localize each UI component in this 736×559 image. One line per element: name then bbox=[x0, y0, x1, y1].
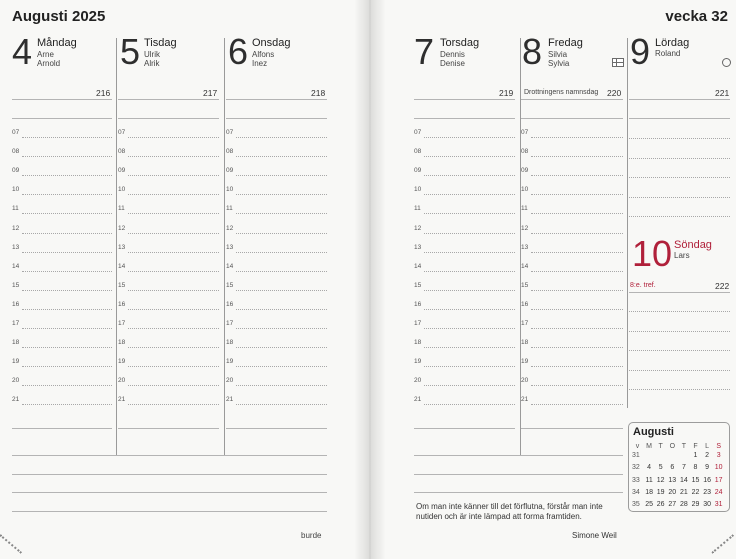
hour-label: 19 bbox=[414, 358, 422, 365]
hour-label: 08 bbox=[12, 148, 20, 155]
saturday-line bbox=[629, 197, 730, 198]
hour-label: 10 bbox=[12, 186, 20, 193]
mini-calendar-week: 35 bbox=[632, 501, 640, 508]
hour-line bbox=[424, 385, 515, 386]
mini-calendar bbox=[628, 422, 730, 512]
saturday-line bbox=[629, 177, 730, 178]
hour-label: 15 bbox=[521, 282, 529, 289]
hour-label: 09 bbox=[414, 167, 422, 174]
hour-label: 17 bbox=[118, 320, 126, 327]
hour-line bbox=[531, 233, 623, 234]
hour-line bbox=[424, 213, 515, 214]
mini-calendar-header: S bbox=[716, 443, 722, 450]
hour-line bbox=[531, 156, 623, 157]
hour-line bbox=[128, 404, 219, 405]
day-of-year-wednesday: 218 bbox=[311, 88, 326, 98]
day-of-year-friday: 220 bbox=[607, 88, 622, 98]
mini-calendar-day: 23 bbox=[703, 488, 711, 496]
hour-label: 07 bbox=[12, 129, 20, 136]
mini-calendar-day: 17 bbox=[714, 476, 723, 484]
hour-line bbox=[128, 290, 219, 291]
mini-calendar-header: F bbox=[693, 443, 698, 450]
hour-label: 14 bbox=[118, 263, 126, 270]
hour-line bbox=[424, 233, 515, 234]
hour-line bbox=[128, 328, 219, 329]
hour-line bbox=[128, 175, 219, 176]
hour-line bbox=[531, 194, 623, 195]
hour-label: 10 bbox=[118, 186, 126, 193]
notes-line bbox=[12, 474, 327, 475]
hour-label: 21 bbox=[12, 396, 20, 403]
hour-label: 17 bbox=[414, 320, 422, 327]
mini-calendar-day: 7 bbox=[681, 464, 686, 472]
mini-calendar-day: 5 bbox=[658, 464, 663, 472]
day-name-thursday: Torsdag bbox=[440, 37, 480, 49]
hour-line bbox=[22, 233, 112, 234]
hour-line bbox=[128, 137, 219, 138]
hour-label: 20 bbox=[414, 377, 422, 384]
month-title: Augusti 2025 bbox=[12, 8, 106, 25]
mini-calendar-day: 26 bbox=[656, 501, 665, 508]
hour-line bbox=[128, 233, 219, 234]
hour-label: 12 bbox=[521, 225, 529, 232]
name-day-friday-1: Silvia bbox=[548, 50, 568, 59]
week-title: vecka 32 bbox=[665, 8, 728, 25]
hour-label: 11 bbox=[521, 205, 528, 212]
quote-text: Om man inte känner till det förflutna, förstår man inte nutiden och är inte lämpad att forma framtiden. bbox=[416, 502, 603, 521]
hour-line bbox=[531, 271, 623, 272]
name-day-saturday-1: Roland bbox=[655, 49, 681, 58]
hour-line bbox=[236, 252, 327, 253]
hour-label: 20 bbox=[118, 377, 126, 384]
hour-line bbox=[236, 271, 327, 272]
mini-calendar-day: 9 bbox=[705, 464, 710, 472]
hour-line bbox=[236, 347, 327, 348]
hour-label: 18 bbox=[226, 339, 234, 346]
hour-line bbox=[236, 309, 327, 310]
hour-label: 16 bbox=[12, 301, 20, 308]
mini-calendar-day: 20 bbox=[668, 488, 677, 496]
hour-label: 15 bbox=[12, 282, 20, 289]
hour-label: 21 bbox=[414, 396, 422, 403]
mini-calendar-day: 3 bbox=[716, 452, 721, 460]
sunday-line bbox=[629, 389, 730, 390]
mini-calendar-header: v bbox=[635, 443, 640, 450]
hour-label: 10 bbox=[414, 186, 422, 193]
note-line bbox=[521, 428, 623, 429]
hour-line bbox=[424, 137, 515, 138]
name-day-friday-2: Sylvia bbox=[548, 59, 570, 68]
circle-icon bbox=[722, 58, 731, 67]
mini-calendar-day: 24 bbox=[714, 488, 723, 496]
day-name-monday: Måndag bbox=[37, 37, 77, 49]
day-number-tuesday: 5 bbox=[120, 31, 141, 72]
hour-line bbox=[424, 347, 515, 348]
mini-calendar-header: L bbox=[705, 443, 710, 450]
hour-line bbox=[22, 175, 112, 176]
hour-line bbox=[424, 290, 515, 291]
name-day-sunday-1: Lars bbox=[674, 251, 690, 260]
notes-line bbox=[414, 455, 623, 456]
hour-line bbox=[531, 385, 623, 386]
day-header-line bbox=[629, 99, 730, 100]
hour-label: 13 bbox=[521, 244, 529, 251]
mini-calendar-header: M bbox=[646, 443, 653, 450]
mini-calendar-day: 12 bbox=[656, 476, 665, 484]
hour-line bbox=[531, 290, 623, 291]
hour-label: 20 bbox=[12, 377, 20, 384]
mini-calendar-day: 27 bbox=[668, 501, 677, 508]
mini-calendar-day: 22 bbox=[691, 488, 700, 496]
hour-label: 14 bbox=[12, 263, 20, 270]
hour-line bbox=[531, 137, 623, 138]
day-name-friday: Fredag bbox=[548, 37, 583, 49]
sunday-line bbox=[629, 331, 730, 332]
hour-line bbox=[128, 252, 219, 253]
name-day-tuesday-1: Ulrik bbox=[144, 50, 160, 59]
name-day-monday-1: Arne bbox=[37, 50, 54, 59]
mini-calendar-day: 19 bbox=[656, 488, 665, 496]
hour-label: 10 bbox=[226, 186, 234, 193]
hour-label: 07 bbox=[521, 129, 529, 136]
hour-line bbox=[22, 213, 112, 214]
day-header-line bbox=[226, 99, 327, 100]
mini-calendar-day: 31 bbox=[714, 501, 723, 508]
hour-label: 07 bbox=[226, 129, 234, 136]
day-of-year-sunday: 222 bbox=[715, 281, 730, 291]
hour-line bbox=[22, 290, 112, 291]
hour-label: 08 bbox=[414, 148, 422, 155]
hour-line bbox=[236, 290, 327, 291]
hour-label: 08 bbox=[521, 148, 529, 155]
hour-line bbox=[128, 271, 219, 272]
mini-calendar-day: 1 bbox=[693, 452, 698, 460]
day-name-sunday: Söndag bbox=[674, 239, 712, 251]
column-divider bbox=[627, 38, 628, 408]
hour-line bbox=[236, 137, 327, 138]
sunday-line bbox=[629, 350, 730, 351]
sunday-line bbox=[629, 311, 730, 312]
hour-line bbox=[22, 137, 112, 138]
hour-line bbox=[22, 385, 112, 386]
sunday-header-line bbox=[629, 292, 730, 293]
hour-label: 15 bbox=[226, 282, 234, 289]
hour-label: 13 bbox=[118, 244, 126, 251]
hour-label: 09 bbox=[12, 167, 20, 174]
hour-label: 13 bbox=[226, 244, 234, 251]
hour-line bbox=[531, 347, 623, 348]
hour-line bbox=[22, 194, 112, 195]
day-header-line bbox=[414, 99, 515, 100]
hour-line bbox=[424, 252, 515, 253]
hour-line bbox=[236, 194, 327, 195]
note-line bbox=[226, 428, 327, 429]
hour-line bbox=[531, 213, 623, 214]
hour-label: 16 bbox=[414, 301, 422, 308]
swedish-flag-icon bbox=[612, 58, 624, 67]
mini-calendar-day: 14 bbox=[679, 476, 688, 484]
hour-line bbox=[531, 328, 623, 329]
hour-line bbox=[424, 271, 515, 272]
hour-line bbox=[424, 175, 515, 176]
holiday-note-sunday: 8:e. tref. bbox=[630, 282, 656, 289]
note-line bbox=[118, 428, 219, 429]
hour-label: 14 bbox=[226, 263, 234, 270]
book-gutter bbox=[354, 0, 386, 559]
hour-label: 17 bbox=[521, 320, 529, 327]
name-day-wednesday-2: Inez bbox=[252, 59, 268, 68]
hour-label: 16 bbox=[521, 301, 529, 308]
hour-line bbox=[22, 252, 112, 253]
note-line bbox=[414, 428, 515, 429]
hour-line bbox=[424, 404, 515, 405]
hour-label: 13 bbox=[414, 244, 422, 251]
day-header-line bbox=[521, 99, 623, 100]
day-number-saturday: 9 bbox=[630, 31, 651, 72]
hour-line bbox=[424, 156, 515, 157]
day-of-year-tuesday: 217 bbox=[203, 88, 218, 98]
hour-line bbox=[531, 175, 623, 176]
hour-line bbox=[22, 309, 112, 310]
notes-line bbox=[414, 474, 623, 475]
hour-label: 15 bbox=[118, 282, 126, 289]
hour-label: 12 bbox=[414, 225, 422, 232]
hour-line bbox=[531, 366, 623, 367]
hour-label: 11 bbox=[118, 205, 125, 212]
hour-label: 16 bbox=[226, 301, 234, 308]
name-day-tuesday-2: Alrik bbox=[144, 59, 160, 68]
hour-label: 08 bbox=[118, 148, 126, 155]
hour-label: 20 bbox=[521, 377, 529, 384]
quote-author: Simone Weil bbox=[572, 531, 617, 540]
hour-line bbox=[236, 366, 327, 367]
mini-calendar-day: 21 bbox=[679, 488, 688, 496]
mini-calendar-header: T bbox=[681, 443, 687, 450]
hour-line bbox=[236, 385, 327, 386]
mini-calendar-title: Augusti bbox=[633, 426, 674, 438]
saturday-line bbox=[629, 138, 730, 139]
column-divider bbox=[224, 38, 225, 455]
all-day-line bbox=[226, 118, 327, 119]
notes-line bbox=[12, 492, 327, 493]
all-day-line bbox=[629, 118, 730, 119]
hour-line bbox=[22, 156, 112, 157]
hour-line bbox=[22, 328, 112, 329]
hour-label: 18 bbox=[12, 339, 20, 346]
mini-calendar-week: 32 bbox=[632, 464, 640, 472]
hour-label: 19 bbox=[521, 358, 529, 365]
day-number-monday: 4 bbox=[12, 31, 33, 72]
hour-label: 19 bbox=[12, 358, 20, 365]
hour-label: 20 bbox=[226, 377, 234, 384]
mini-calendar-day: 30 bbox=[703, 501, 711, 508]
hour-label: 07 bbox=[118, 129, 126, 136]
hour-label: 09 bbox=[226, 167, 234, 174]
mini-calendar-day: 28 bbox=[679, 501, 688, 508]
mini-calendar-week: 31 bbox=[632, 452, 640, 460]
name-day-wednesday-1: Alfons bbox=[252, 50, 275, 59]
hour-label: 11 bbox=[414, 205, 421, 212]
day-name-wednesday: Onsdag bbox=[252, 37, 291, 49]
mini-calendar-week: 34 bbox=[632, 488, 640, 496]
saturday-line bbox=[629, 216, 730, 217]
name-day-thursday-1: Dennis bbox=[440, 50, 465, 59]
hour-label: 11 bbox=[12, 205, 19, 212]
hour-label: 15 bbox=[414, 282, 422, 289]
all-day-line bbox=[12, 118, 112, 119]
hour-label: 19 bbox=[226, 358, 234, 365]
mini-calendar-day: 15 bbox=[691, 476, 700, 484]
hour-line bbox=[236, 233, 327, 234]
hour-line bbox=[531, 404, 623, 405]
saturday-line bbox=[629, 158, 730, 159]
holiday-note-friday: Drottningens namnsdag bbox=[524, 89, 599, 96]
mini-calendar-day: 18 bbox=[645, 488, 653, 496]
hour-label: 18 bbox=[118, 339, 126, 346]
hour-label: 21 bbox=[118, 396, 126, 403]
hour-label: 21 bbox=[226, 396, 234, 403]
hour-label: 12 bbox=[12, 225, 20, 232]
column-divider bbox=[116, 38, 117, 455]
all-day-line bbox=[118, 118, 219, 119]
day-number-sunday: 10 bbox=[632, 233, 673, 274]
hour-line bbox=[22, 347, 112, 348]
hour-label: 17 bbox=[12, 320, 20, 327]
mini-calendar-week: 33 bbox=[632, 476, 640, 484]
mini-calendar-day: 11 bbox=[645, 476, 653, 484]
hour-label: 13 bbox=[12, 244, 20, 251]
notes-line bbox=[12, 511, 327, 512]
mini-calendar-day: 2 bbox=[705, 452, 710, 460]
day-header-line bbox=[118, 99, 219, 100]
hour-line bbox=[22, 271, 112, 272]
day-of-year-monday: 216 bbox=[96, 88, 111, 98]
note-line bbox=[12, 428, 112, 429]
hour-line bbox=[531, 309, 623, 310]
mini-calendar-day: 10 bbox=[714, 464, 723, 472]
hour-line bbox=[128, 156, 219, 157]
hour-label: 10 bbox=[521, 186, 529, 193]
hour-line bbox=[236, 156, 327, 157]
hour-line bbox=[22, 366, 112, 367]
hour-line bbox=[236, 328, 327, 329]
sunday-line bbox=[629, 370, 730, 371]
mini-calendar-day: 4 bbox=[647, 464, 652, 472]
mini-calendar-day: 13 bbox=[668, 476, 677, 484]
hour-line bbox=[128, 309, 219, 310]
hour-label: 18 bbox=[521, 339, 529, 346]
day-header-line bbox=[12, 99, 112, 100]
all-day-line bbox=[521, 118, 623, 119]
brand-logo: burde bbox=[301, 531, 322, 540]
day-number-friday: 8 bbox=[522, 31, 543, 72]
hour-line bbox=[236, 213, 327, 214]
hour-label: 12 bbox=[118, 225, 126, 232]
hour-line bbox=[424, 366, 515, 367]
hour-line bbox=[128, 366, 219, 367]
hour-line bbox=[424, 309, 515, 310]
hour-line bbox=[128, 213, 219, 214]
hour-label: 18 bbox=[414, 339, 422, 346]
hour-label: 09 bbox=[521, 167, 529, 174]
hour-line bbox=[22, 404, 112, 405]
hour-line bbox=[424, 328, 515, 329]
mini-calendar-day: 6 bbox=[670, 464, 675, 472]
day-of-year-thursday: 219 bbox=[499, 88, 514, 98]
day-name-tuesday: Tisdag bbox=[144, 37, 177, 49]
mini-calendar-day: 8 bbox=[693, 464, 698, 472]
hour-line bbox=[128, 194, 219, 195]
hour-label: 09 bbox=[118, 167, 126, 174]
hour-label: 17 bbox=[226, 320, 234, 327]
hour-label: 11 bbox=[226, 205, 233, 212]
hour-line bbox=[236, 404, 327, 405]
hour-line bbox=[128, 385, 219, 386]
day-of-year-saturday: 221 bbox=[715, 88, 730, 98]
mini-calendar-header: O bbox=[669, 443, 676, 450]
mini-calendar-day: 29 bbox=[691, 501, 700, 508]
hour-line bbox=[236, 175, 327, 176]
day-number-thursday: 7 bbox=[414, 31, 435, 72]
hour-label: 16 bbox=[118, 301, 126, 308]
name-day-thursday-2: Denise bbox=[440, 59, 465, 68]
mini-calendar-day: 25 bbox=[645, 501, 653, 508]
notes-line bbox=[12, 455, 327, 456]
hour-label: 14 bbox=[414, 263, 422, 270]
day-name-saturday: Lördag bbox=[655, 37, 690, 49]
hour-label: 14 bbox=[521, 263, 529, 270]
mini-calendar-header: T bbox=[658, 443, 663, 450]
name-day-monday-2: Arnold bbox=[37, 59, 61, 68]
hour-line bbox=[531, 252, 623, 253]
hour-label: 07 bbox=[414, 129, 422, 136]
hour-label: 08 bbox=[226, 148, 234, 155]
mini-calendar-day: 16 bbox=[703, 476, 711, 484]
hour-line bbox=[424, 194, 515, 195]
notes-line bbox=[414, 492, 623, 493]
hour-label: 12 bbox=[226, 225, 234, 232]
day-number-wednesday: 6 bbox=[228, 31, 249, 72]
hour-label: 21 bbox=[521, 396, 529, 403]
hour-label: 19 bbox=[118, 358, 126, 365]
hour-line bbox=[128, 347, 219, 348]
all-day-line bbox=[414, 118, 515, 119]
